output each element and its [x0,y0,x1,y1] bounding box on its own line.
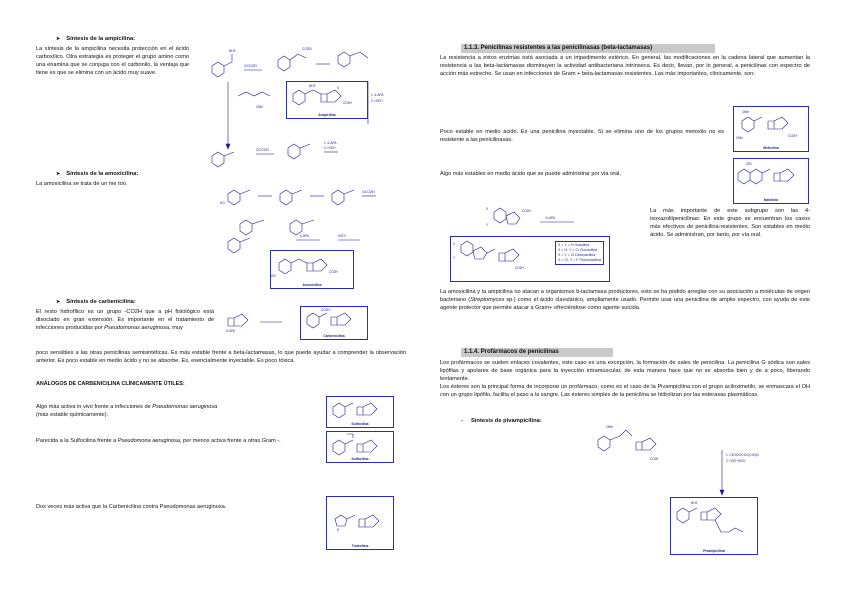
svg-text:1. ClCH2OCOC(CH3)3: 1. ClCH2OCOC(CH3)3 [726,453,759,457]
isoxazolyl-precursor-scheme [484,202,604,240]
svg-text:6-APA: 6-APA [300,234,309,238]
pivampicilina-structure-box [670,497,758,555]
pivampicilina-caption: Pivampicilina [703,549,725,553]
svg-text:OMe: OMe [742,110,749,114]
svg-text:X: X [486,207,489,211]
amoxicilina-heading: ➤ Síntesis de la amoxicilina: [56,171,138,177]
analogos-heading: ANÁLOGOS DE CARBENICILINA CLÍNICAMENTE ÚTILES: [36,381,185,387]
carbenicilina-caption: Carbenicilina [323,334,345,338]
amoxicilina-clavulanico-text: La amoxicilina y la ampicilina no atacan a organismos b-lactamasa productores, esto se ha podido arreglar con su asociación a moléculas de origen bacteriano (Streptomyces sp.) como el ácido clavulánico, ampliamente usado. Permite usar una penicilina de amplio espectro, con ayuda de este agente protector que permite atacar a Gram+ ofreciéndose como agente suicida. [440,289,810,312]
svg-text:2. H3O+: 2. H3O+ [324,146,336,150]
svg-text:2. H3O+/H2O: 2. H3O+/H2O [726,459,746,463]
ticarcilina-structure-box [326,496,394,550]
svg-text:H3O+: H3O+ [338,234,347,238]
nafcilina-caption: Nafcilina [763,198,779,202]
sulfocilina-caption: Sulfocilina [351,422,369,426]
amoxicilina-structure-box [270,250,354,289]
carbenicilina-reagents [222,308,292,336]
isoxazolyl-structure-box [450,236,610,282]
svg-text:ClCO2Et: ClCO2Et [362,190,375,194]
svg-text:CO2H: CO2H [515,266,524,270]
ampicilina-heading: ➤ Síntesis de la ampicilina: [56,36,135,42]
section-1-1-3-heading: 1.1.3. Penicilinas resistentes a las penicilinasas (beta-lactamasas) [461,44,715,53]
svg-text:6-APA: 6-APA [226,329,235,333]
svg-text:OMe: OMe [736,136,743,140]
svg-text:Y: Y [486,223,489,227]
analog-3-text: Dos veces más activa que la Carbenicilina contra Pseudomonas aeruginosa. [36,504,227,510]
svg-text:OMe: OMe [606,425,613,429]
svg-text:OMe: OMe [256,105,263,109]
svg-text:CO2H: CO2H [329,270,338,274]
svg-text:NH2: NH2 [229,49,236,53]
svg-text:S: S [337,86,340,90]
amoxicilina-text: La amoxicilina se trata de un me too. [36,181,128,187]
svg-text:2. H3O+: 2. H3O+ [371,99,383,103]
pivampicilina-heading: - Síntesis de pivampicilina: [461,418,542,424]
svg-text:Y: Y [453,256,456,260]
svg-text:CO2H: CO2H [343,101,352,105]
nafcilina-structure-box [733,158,809,204]
svg-text:NH2: NH2 [691,501,698,505]
meticilina-caption: Meticilina [763,146,779,150]
isoxazolyl-legend: X = Y = H Oxacilina X = H, Y = Cl Cloxacilina X = Y = Cl Dicloxacilina X = Cl, Y = F Flucloxacilina [555,241,604,265]
ticarcilina-caption: Ticarcilina [351,544,369,548]
amoxicilina-caption: Amoxicilina [302,283,322,287]
meticilina-structure-box [733,106,809,152]
sulfocilina-structure-box [326,396,394,428]
svg-text:S: S [337,528,340,532]
carbenicilina-text-1: El resto hidrofílico es un grupo -CO2H que a pH fisiológico está disociado en gran extensión. Es importante en el tratamiento de infecciones producidas por Pseudomonas aeruginosa, muy [36,309,214,332]
nafcilina-text: Algo más estables en medio ácido que se puede administrar por vía oral, [440,171,621,177]
azlocilina-caption: Sulfocilina [351,457,369,461]
svg-text:1. 6-APA: 1. 6-APA [371,93,384,97]
svg-text:NH2: NH2 [309,84,316,88]
svg-text:ClCO2Et: ClCO2Et [244,64,257,68]
svg-text:CO2Et: CO2Et [302,47,312,51]
azlocilina-structure-box [326,431,394,463]
svg-text:CO2H: CO2H [788,134,797,138]
svg-text:CO2K: CO2K [650,457,659,461]
analog-2-text: Parecida a la Sulfocilina frente a Pseudomona aeruginosa, per menos activa frente a otras Gram -. [36,438,281,444]
svg-text:HO: HO [220,201,225,205]
section-1-1-4-text-2: Los ésteres son la principal forma de incorporar un profármaco, como es el caso de la Pivampicilina con el grupo aciloximetilo, se enmascara el OH con un grupo lipófilo, facilita el paso a la sangre. Las ésteres simples de la penicilina se hidrolizan por las esterasas plasmáticas. [440,384,810,399]
svg-text:CO2H: CO2H [321,308,330,312]
svg-text:HO: HO [271,274,276,278]
svg-text:OEt: OEt [746,162,752,166]
svg-text:1. 6-APA: 1. 6-APA [324,141,337,145]
carbenicilina-heading: ➤ Síntesis de carbenicilina: [56,299,136,305]
svg-text:X: X [453,242,456,246]
section-1-1-4-text-1: Los profármacos se suelen enlaces covalentes, este caso es una excepción, la formación de sales de penicilina. La penicilina G sódica son sales lipófilas y apolares de base orgánica para la inyección intramuscular, de esta manera hace que no se absorba bien y de a poco, liberando lentamente. [440,360,810,383]
svg-text:ClCO2Et: ClCO2Et [256,148,269,152]
section-1-1-4-heading: 1.1.4. Profármacos de penicilinas [461,348,613,357]
carbenicilina-text-2: poco sensibles a las otras penicilinas semisintéticas. Es más estable frente a beta-lactamasas, lo que puede ayudar a comprender la observación anterior. Es poco estable en medio ácido y no se absorbe. Es, esencialmente inyectable. Es poco tóxica. [36,350,406,365]
svg-text:CO2H: CO2H [522,209,531,213]
isoxazolyl-text: La más importante de este subgrupo son las 4-isoxazolilpenicilinas: En este grupo se encuentran los casos más efectivos de penicilina-resistentes. Son estables en medio ácido. Se administran, por tanto, por vía oral. [650,208,810,239]
ampicilina-caption: Ampicilina [318,113,336,117]
sixapa-label: 6-APA [546,216,555,220]
analog-1-text: Algo más activa in vivo frente a infecciones de Pseudomonas aeruginosa (más estable químicamente). [36,404,218,419]
section-1-1-3-text: La resistencia a estos enzimas está asociada a un impedimento estérico. En general, las modificaciones en la cadena lateral que aumentan la resistencia a las beta-lactamasas disminuyen la actividad antibacteriana intrínseca. Es decir, llevan, por lo general, a penicilinas con espectro de acción más estrecho. Se usan en infecciones de Gram + beta-lactamasas resistentes. Las más importantes, clínicamente, son: [440,55,810,78]
meticilina-text: Poco estable en medio ácido. Es una penicilina inyectable. Si se elimina uno de los grupos metoxilo no es resistente a las penicilinasas. [440,129,724,144]
ampicilina-text: La síntesis de la ampicilina necesita protección en el ácido carboxílico. Otra estrategia es proteger el grupo amino como una enamina que se conjuga con el carbonilo, la ventaja que tiene es que se elimina con un ácido muy suave. [36,46,189,77]
carbenicilina-structure-box [300,306,368,340]
ampicilina-structure-box [286,81,368,119]
